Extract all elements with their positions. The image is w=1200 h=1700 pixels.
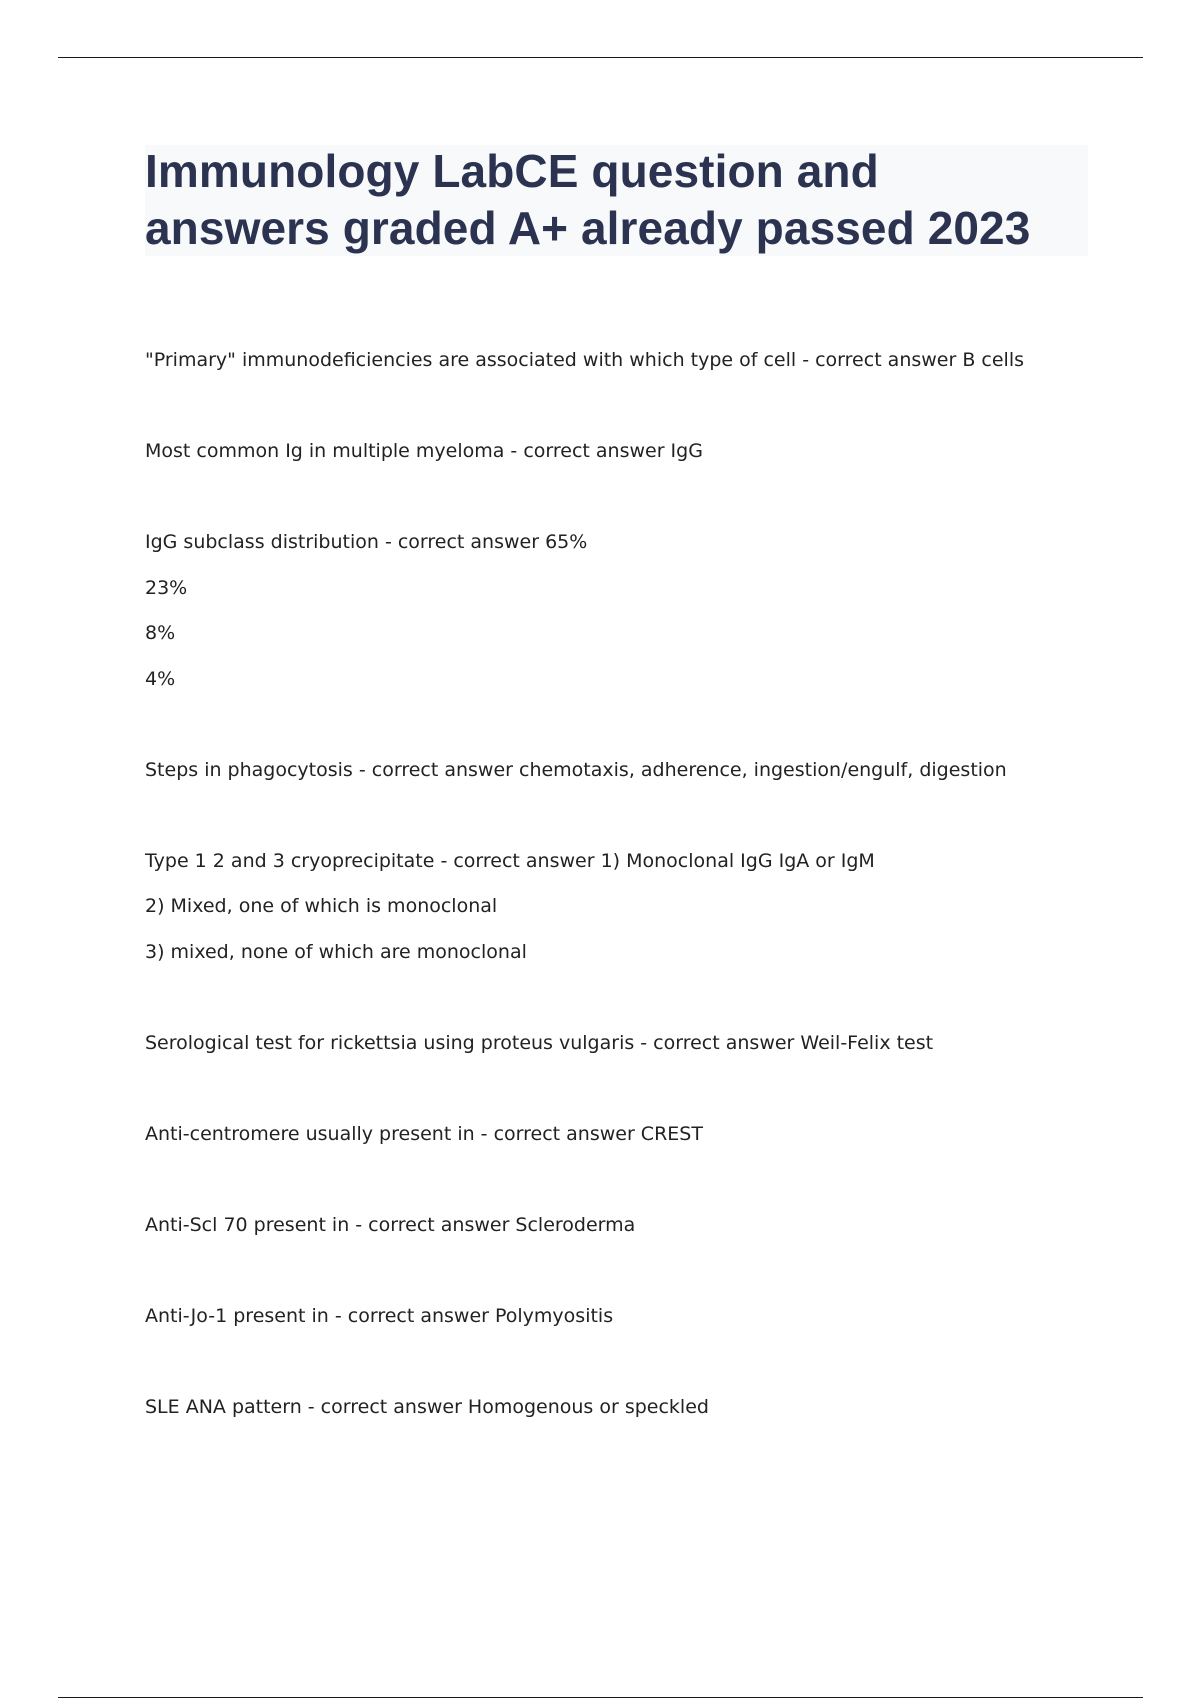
qa-line: "Primary" immunodeficiencies are associated with which type of cell - correct answer B cells	[145, 349, 1025, 371]
top-rule	[58, 57, 1143, 58]
qa-line: 23%	[145, 577, 188, 599]
title-line-1: Immunology LabCE question and	[145, 145, 879, 197]
title-line-2: answers graded A+ already passed 2023	[145, 202, 1031, 254]
qa-line: Type 1 2 and 3 cryoprecipitate - correct answer 1) Monoclonal IgG IgA or IgM	[145, 850, 875, 872]
bottom-rule	[58, 1697, 1143, 1698]
qa-line: 3) mixed, none of which are monoclonal	[145, 941, 527, 963]
qa-line: Anti-Jo-1 present in - correct answer Polymyositis	[145, 1305, 614, 1327]
qa-line: Steps in phagocytosis - correct answer chemotaxis, adherence, ingestion/engulf, digestion	[145, 759, 1007, 781]
document-title	[145, 143, 1030, 257]
qa-line: Anti-centromere usually present in - correct answer CREST	[145, 1123, 703, 1145]
qa-line: Most common Ig in multiple myeloma - correct answer IgG	[145, 440, 703, 462]
qa-line: 8%	[145, 622, 176, 644]
qa-line: 2) Mixed, one of which is monoclonal	[145, 895, 498, 917]
qa-line: IgG subclass distribution - correct answer 65%	[145, 531, 588, 553]
qa-line: SLE ANA pattern - correct answer Homogenous or speckled	[145, 1396, 709, 1418]
qa-line: Anti-Scl 70 present in - correct answer Scleroderma	[145, 1214, 636, 1236]
qa-line: Serological test for rickettsia using proteus vulgaris - correct answer Weil-Felix test	[145, 1032, 934, 1054]
qa-line: 4%	[145, 668, 176, 690]
